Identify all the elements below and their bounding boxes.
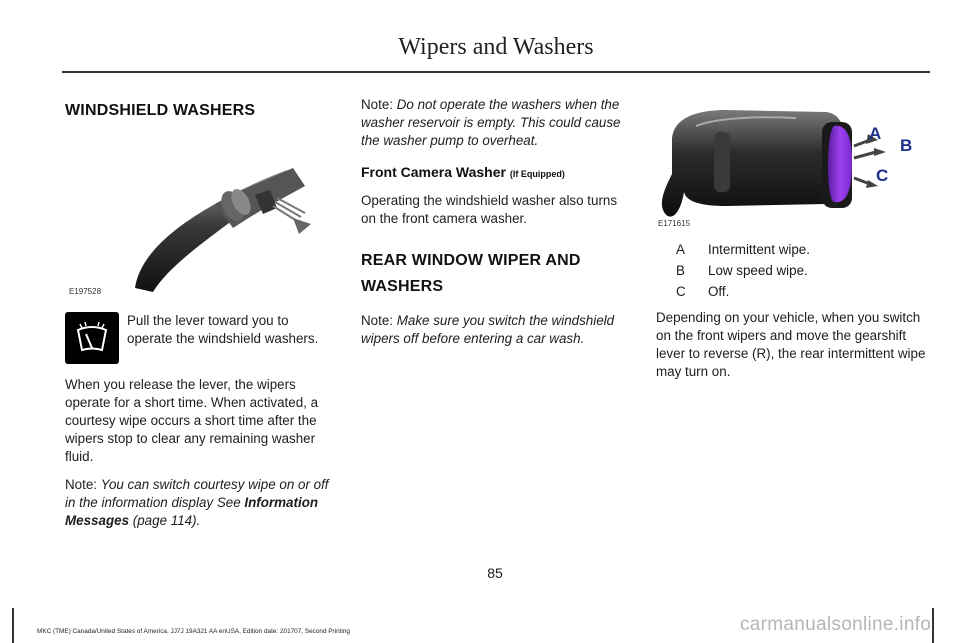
legend-list	[656, 241, 930, 301]
note-text: Do not operate the washers when the washer reservoir is empty. This could cause the washer pump to overheat.	[361, 97, 621, 148]
corner-mark-left	[12, 608, 14, 643]
wiper-lever-illustration	[65, 140, 332, 300]
front-camera-washer-heading	[361, 164, 631, 180]
legend-key: B	[676, 263, 685, 278]
column-1	[65, 96, 332, 530]
note-label: Note:	[361, 313, 394, 328]
note-text: Make sure you switch the windshield wipers off before entering a car wash.	[361, 313, 615, 346]
rear-intermittent-paragraph: Depending on your vehicle, when you switch on the front wipers and move the gearshift lever to reverse (R), the rear intermittent wipe may turn on.	[656, 310, 926, 379]
column-2	[361, 96, 631, 348]
legend-row	[656, 283, 930, 301]
legend-value: Intermittent wipe.	[708, 242, 810, 257]
front-camera-paragraph: Operating the windshield washer also turns on the front camera washer.	[361, 193, 618, 226]
callout-b: B	[900, 136, 913, 155]
sub-heading-text: Front Camera Washer	[361, 164, 506, 180]
legend-row	[656, 241, 930, 259]
car-wash-note	[361, 312, 631, 348]
courtesy-wipe-paragraph: When you release the lever, the wipers operate for a short time. When activated, a courtesy wipe occurs a short time after the wipers stop to clear any remaining washer fluid.	[65, 377, 319, 464]
washer-reservoir-note	[361, 96, 631, 150]
instruction-block	[65, 312, 332, 364]
note-page-ref: (page 114).	[132, 513, 201, 528]
courtesy-wipe-note	[65, 476, 332, 530]
heading-line-2: WASHERS	[361, 278, 444, 295]
heading-line-1: REAR WINDOW WIPER AND	[361, 252, 581, 269]
section-heading-windshield-washers: WINDSHIELD WASHERS	[65, 102, 256, 119]
corner-mark-right	[932, 608, 934, 643]
legend-value: Off.	[708, 284, 730, 299]
note-label: Note:	[361, 97, 394, 112]
legend-value: Low speed wipe.	[708, 263, 808, 278]
information-messages-link[interactable]: Information Messages	[65, 495, 319, 528]
watermark-text: carmanualsonline.info	[740, 614, 932, 635]
windshield-washer-icon	[65, 312, 119, 364]
figure-code: E171615	[658, 219, 691, 228]
callout-c: C	[876, 166, 889, 185]
rear-wiper-switch-illustration	[656, 96, 930, 231]
instruction-text: Pull the lever toward you to operate the windshield washers.	[127, 313, 319, 346]
lever-pull-figure	[65, 140, 332, 300]
note-label: Note:	[65, 477, 98, 492]
page-header-title: Wipers and Washers	[398, 34, 594, 60]
legend-key: C	[676, 284, 686, 299]
rear-wiper-switch-figure	[656, 96, 930, 231]
legend-row	[656, 262, 930, 280]
note-text: You can switch courtesy wipe on or off in the information display See	[65, 477, 329, 510]
page-number: 85	[487, 565, 503, 581]
legend-key: A	[676, 242, 685, 257]
header-rule	[62, 71, 930, 73]
rear-wiper-heading	[361, 248, 631, 300]
if-equipped-label: (If Equipped)	[509, 169, 565, 179]
footer-edition-text: MKC (TME) Canada/United States of America, JJ7J 19A321 AA enUSA, Edition date: 201707, Second Printing	[37, 628, 350, 635]
figure-code: E197528	[69, 287, 102, 296]
callout-a: A	[869, 124, 882, 143]
column-3	[656, 96, 930, 381]
